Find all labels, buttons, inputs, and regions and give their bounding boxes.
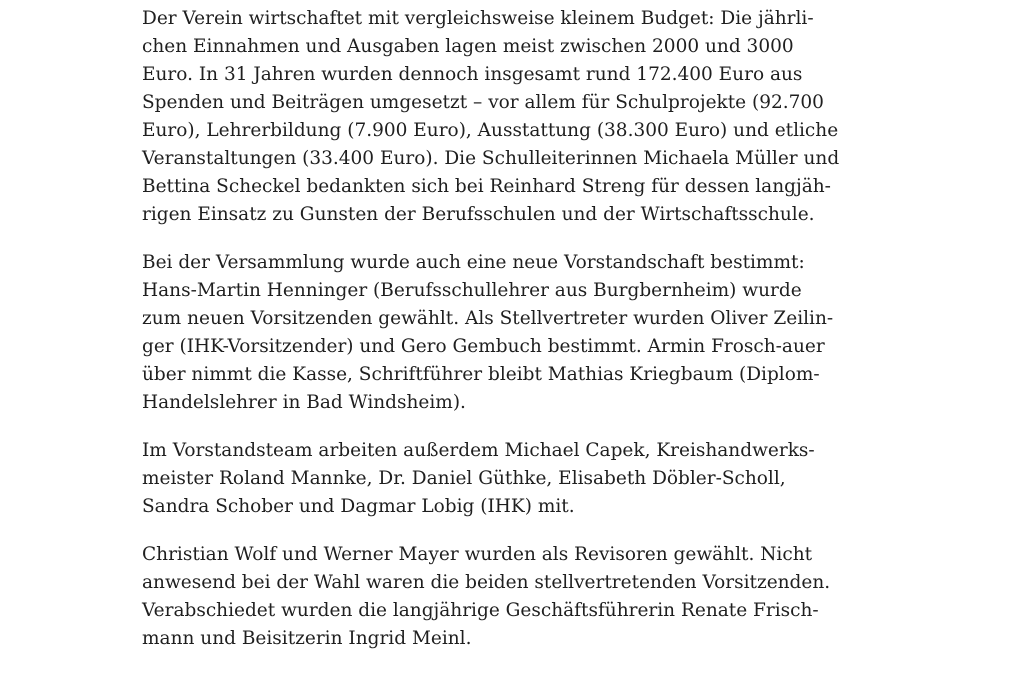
text-line: Hans-Martin Henninger (Berufsschullehrer aus Burgbernheim) wurde [142,280,802,301]
paragraph-budget [142,5,902,229]
text-line: Der Verein wirtschaftet mit vergleichsweise kleinem Budget: Die jährli- [142,8,814,29]
text-line: Euro. In 31 Jahren wurden dennoch insgesamt rund 172.400 Euro aus [142,64,803,85]
text-line: Bettina Scheckel bedankten sich bei Reinhard Streng für dessen langjäh- [142,176,831,197]
text-line: rigen Einsatz zu Gunsten der Berufsschulen und der Wirtschaftsschule. [142,204,815,225]
article-body [142,5,902,673]
text-line: Sandra Schober und Dagmar Lobig (IHK) mit. [142,496,575,517]
text-line: Bei der Versammlung wurde auch eine neue Vorstandschaft bestimmt: [142,252,805,273]
text-line: zum neuen Vorsitzenden gewählt. Als Stellvertreter wurden Oliver Zeilin- [142,308,834,329]
text-line: über nimmt die Kasse, Schriftführer bleibt Mathias Kriegbaum (Diplom- [142,364,820,385]
text-line: Spenden und Beiträgen umgesetzt – vor allem für Schulprojekte (92.700 [142,92,824,113]
paragraph-board-team [142,437,902,521]
text-line: Christian Wolf und Werner Mayer wurden als Revisoren gewählt. Nicht [142,544,813,565]
text-line: meister Roland Mannke, Dr. Daniel Güthke, Elisabeth Döbler-Scholl, [142,468,786,489]
text-line: chen Einnahmen und Ausgaben lagen meist zwischen 2000 und 3000 [142,36,794,57]
text-line: Veranstaltungen (33.400 Euro). Die Schulleiterinnen Michaela Müller und [142,148,840,169]
text-line: anwesend bei der Wahl waren die beiden stellvertretenden Vorsitzenden. [142,572,831,593]
paragraph-auditors [142,541,902,653]
text-line: ger (IHK-Vorsitzender) und Gero Gembuch bestimmt. Armin Frosch-auer [142,336,825,357]
text-line: Handelslehrer in Bad Windsheim). [142,392,466,413]
paragraph-new-board [142,249,902,417]
text-line: Euro), Lehrerbildung (7.900 Euro), Ausstattung (38.300 Euro) und etliche [142,120,839,141]
text-line: Im Vorstandsteam arbeiten außerdem Michael Capek, Kreishandwerks- [142,440,815,461]
text-line: mann und Beisitzerin Ingrid Meinl. [142,628,472,649]
text-line: Verabschiedet wurden die langjährige Geschäftsführerin Renate Frisch- [142,600,819,621]
